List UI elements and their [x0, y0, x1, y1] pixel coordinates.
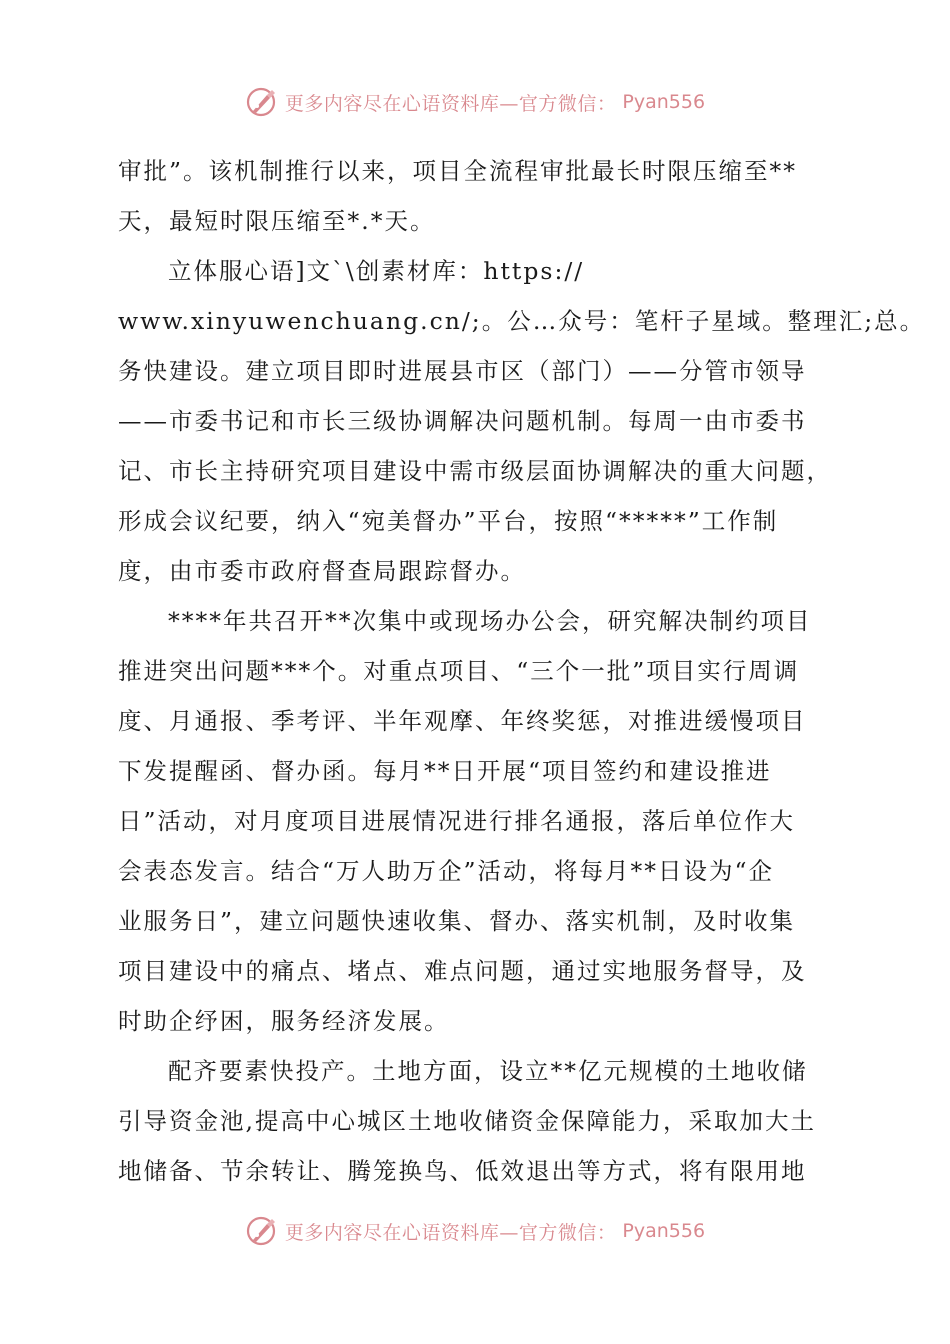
- text-line: 时助企纾困，服务经济发展。: [118, 1007, 450, 1035]
- text-line: 项目建设中的痛点、堵点、难点问题，通过实地服务督导，及: [118, 957, 807, 985]
- watermark-text: 更多内容尽在心语资料库—官方微信：: [284, 92, 617, 115]
- footer-watermark-banner: [0, 1211, 950, 1251]
- text-line: 记、市长主持研究项目建设中需市级层面协调解决的重大问题，: [118, 457, 832, 485]
- text-line: 会表态发言。结合“万人助万企”活动，将每月**日设为“企: [118, 857, 775, 885]
- text-line: 日”活动，对月度项目进展情况进行排名通报，落后单位作大: [118, 807, 796, 835]
- text-line: 配齐要素快投产。土地方面，设立**亿元规模的土地收储: [168, 1057, 808, 1085]
- text-line: www.xinyuwenchuang.cn/;。公…众号：笔杆子星域。整理汇;总。: [118, 307, 926, 335]
- header-watermark-banner: [0, 82, 950, 122]
- text-line: 度、月通报、季考评、半年观摩、年终奖惩，对推进缓慢项目: [118, 707, 807, 735]
- text-line: ——市委书记和市长三级协调解决问题机制。每周一由市委书: [118, 407, 807, 435]
- text-line: 业服务日”，建立问题快速收集、督办、落实机制，及时收集: [118, 907, 796, 935]
- text-line: 引导资金池,提高中心城区土地收储资金保障能力，采取加大土: [118, 1107, 816, 1135]
- watermark-wechat-id: Pyan556: [622, 91, 706, 113]
- text-line: 推进突出问题***个。对重点项目、“三个一批”项目实行周调: [118, 657, 800, 685]
- text-line: 务快建设。建立项目即时进展县市区（部门）——分管市领导: [118, 357, 807, 385]
- text-line: 审批”。该机制推行以来，项目全流程审批最长时限压缩至**: [118, 157, 798, 185]
- watermark-text: 更多内容尽在心语资料库—官方微信：: [284, 1221, 617, 1244]
- text-line: 形成会议纪要，纳入“宛美督办”平台，按照“*****”工作制: [118, 507, 779, 535]
- text-line: ****年共召开**次集中或现场办公会，研究解决制约项目: [168, 607, 812, 635]
- text-line: 地储备、节余转让、腾笼换鸟、低效退出等方式，将有限用地: [118, 1157, 807, 1185]
- pen-seal-logo-icon: [245, 85, 279, 119]
- text-line: 度，由市委市政府督查局跟踪督办。: [118, 557, 526, 585]
- pen-seal-logo-icon: [245, 1214, 279, 1248]
- document-body: [118, 146, 926, 1196]
- text-line: 天，最短时限压缩至*.*天。: [118, 207, 436, 235]
- text-line: 立体服心语]文`\创素材库：https://: [168, 257, 585, 285]
- text-line: 下发提醒函、督办函。每月**日开展“项目签约和建设推进: [118, 757, 772, 785]
- watermark-wechat-id: Pyan556: [622, 1220, 706, 1242]
